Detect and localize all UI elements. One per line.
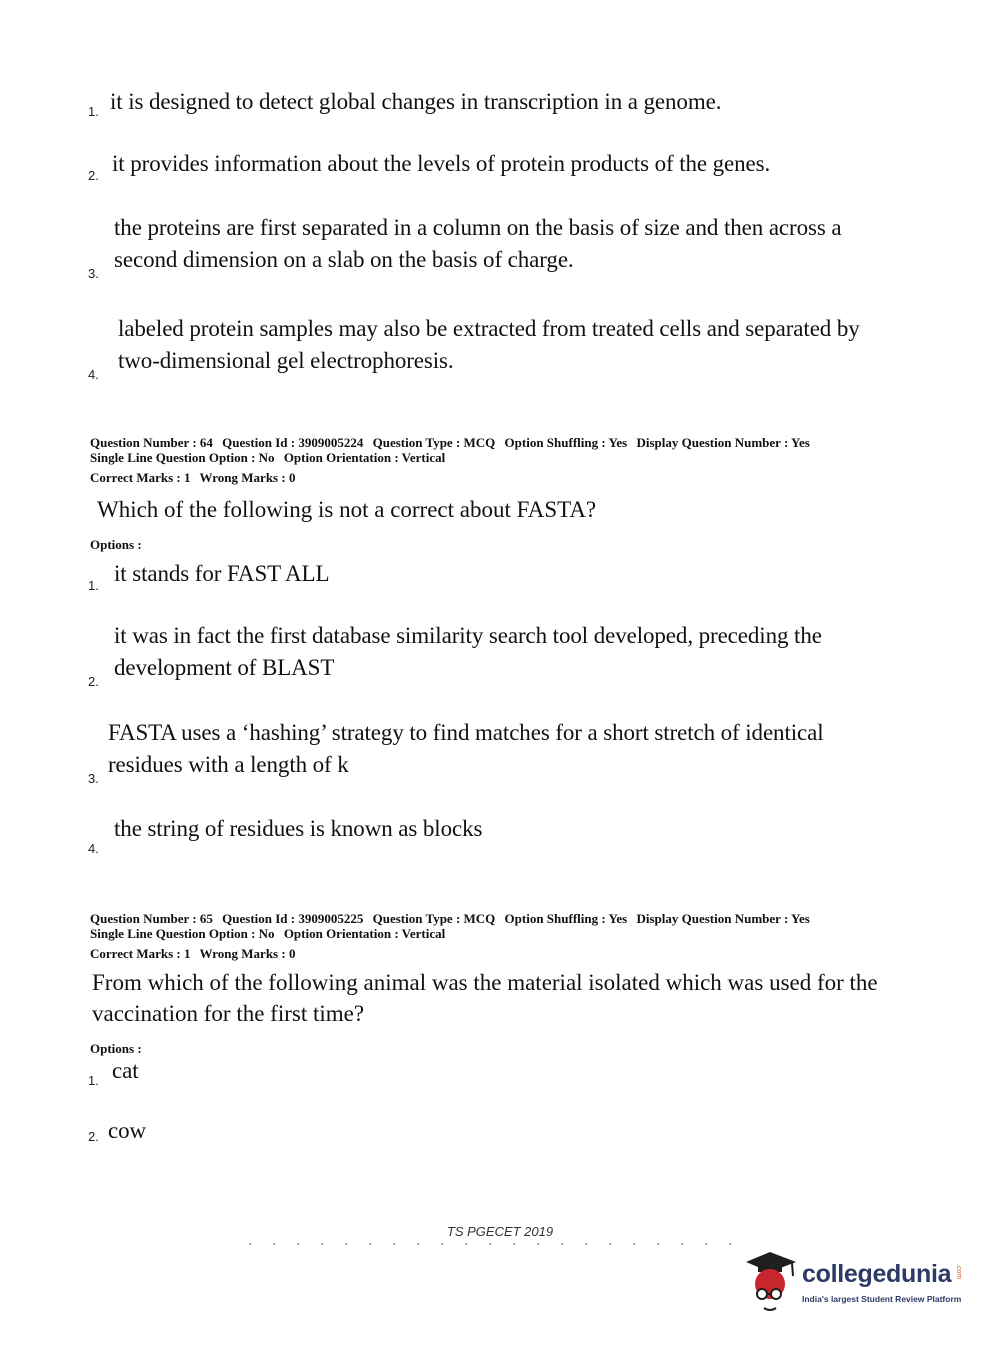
option-text xyxy=(112,148,770,180)
brand-tagline: India's largest Student Review Platform xyxy=(802,1294,962,1304)
option-line: cow xyxy=(108,1118,147,1143)
footer-dotted-divider xyxy=(238,1242,738,1246)
question-line: From which of the following animal was the material isolated which was used for the xyxy=(92,970,878,995)
option-2 xyxy=(88,148,908,188)
option-number: 2. xyxy=(88,168,99,183)
option-3 xyxy=(88,212,908,288)
meta-orientation: Option Orientation : Vertical xyxy=(283,450,446,465)
graduate-mascot-icon xyxy=(740,1248,800,1314)
option-2 xyxy=(88,620,908,696)
meta-correct-marks: Correct Marks : 1 xyxy=(90,470,191,485)
option-number: 2. xyxy=(88,674,99,689)
question-text-65 xyxy=(92,967,912,1029)
option-number: 3. xyxy=(88,266,99,281)
meta-line-2 xyxy=(90,450,816,465)
meta-wrong-marks: Wrong Marks : 0 xyxy=(199,470,296,485)
meta-wrong-marks: Wrong Marks : 0 xyxy=(199,946,296,961)
option-line: FASTA uses a ‘hashing’ strategy to find matches for a short stretch of identical xyxy=(108,720,824,745)
option-text xyxy=(114,558,329,590)
option-number: 1. xyxy=(88,578,99,593)
option-text xyxy=(118,313,860,377)
question-line: vaccination for the first time? xyxy=(92,1001,365,1026)
option-number: 2. xyxy=(88,1129,99,1144)
brand-name: collegedunia xyxy=(802,1260,952,1288)
option-text xyxy=(112,1055,139,1087)
meta-question-type: Question Type : MCQ xyxy=(372,911,496,926)
option-1 xyxy=(88,86,908,126)
option-number: 4. xyxy=(88,367,99,382)
option-line: development of BLAST xyxy=(114,655,335,680)
question-meta-65 xyxy=(90,911,816,961)
meta-question-number: Question Number : 65 xyxy=(90,911,213,926)
option-line: it stands for FAST ALL xyxy=(114,561,330,586)
option-text xyxy=(110,86,721,118)
option-1 xyxy=(88,1055,908,1095)
meta-single-line: Single Line Question Option : No xyxy=(90,926,275,941)
option-line: labeled protein samples may also be extracted from treated cells and separated by xyxy=(118,316,860,341)
option-3 xyxy=(88,717,908,793)
option-line: cat xyxy=(112,1058,139,1083)
meta-question-number: Question Number : 64 xyxy=(90,435,213,450)
option-text xyxy=(114,620,822,684)
option-text xyxy=(114,212,841,276)
meta-option-shuffling: Option Shuffling : Yes xyxy=(504,911,628,926)
meta-line-1 xyxy=(90,911,816,926)
option-line: two-dimensional gel electrophoresis. xyxy=(118,348,454,373)
meta-marks xyxy=(90,470,816,485)
option-line: it is designed to detect global changes in transcription in a genome. xyxy=(110,89,722,114)
option-4 xyxy=(88,813,908,863)
question-meta-64 xyxy=(90,435,816,485)
option-number: 1. xyxy=(88,1073,99,1088)
meta-question-id: Question Id : 3909005225 xyxy=(222,911,364,926)
options-label: Options : xyxy=(90,1041,142,1056)
option-number: 3. xyxy=(88,771,99,786)
option-4 xyxy=(88,313,908,389)
meta-line-2 xyxy=(90,926,816,941)
meta-marks xyxy=(90,946,816,961)
option-2 xyxy=(88,1115,908,1155)
meta-display-number: Display Question Number : Yes xyxy=(636,911,810,926)
option-text xyxy=(108,1115,146,1147)
option-line: the string of residues is known as blocks xyxy=(114,816,483,841)
option-line: second dimension on a slab on the basis of charge. xyxy=(114,247,574,272)
question-text-64: Which of the following is not a correct about FASTA? xyxy=(97,497,597,522)
meta-single-line: Single Line Question Option : No xyxy=(90,450,275,465)
collegedunia-logo[interactable] xyxy=(740,1248,970,1318)
meta-correct-marks: Correct Marks : 1 xyxy=(90,946,191,961)
option-1 xyxy=(88,558,908,598)
option-line: it provides information about the levels of protein products of the genes. xyxy=(112,151,771,176)
meta-orientation: Option Orientation : Vertical xyxy=(283,926,446,941)
meta-question-id: Question Id : 3909005224 xyxy=(222,435,364,450)
option-line: the proteins are first separated in a column on the basis of size and then across a xyxy=(114,215,842,240)
meta-option-shuffling: Option Shuffling : Yes xyxy=(504,435,628,450)
brand-suffix: .com xyxy=(955,1264,962,1280)
option-text xyxy=(114,813,482,845)
option-number: 1. xyxy=(88,104,99,119)
options-label: Options : xyxy=(90,537,142,552)
option-line: it was in fact the first database similarity search tool developed, preceding the xyxy=(114,623,822,648)
exam-footer-title: TS PGECET 2019 xyxy=(446,1224,554,1239)
option-line: residues with a length of k xyxy=(108,752,349,777)
meta-display-number: Display Question Number : Yes xyxy=(636,435,810,450)
option-text xyxy=(108,717,824,781)
option-number: 4. xyxy=(88,841,99,856)
meta-question-type: Question Type : MCQ xyxy=(372,435,496,450)
meta-line-1 xyxy=(90,435,816,450)
